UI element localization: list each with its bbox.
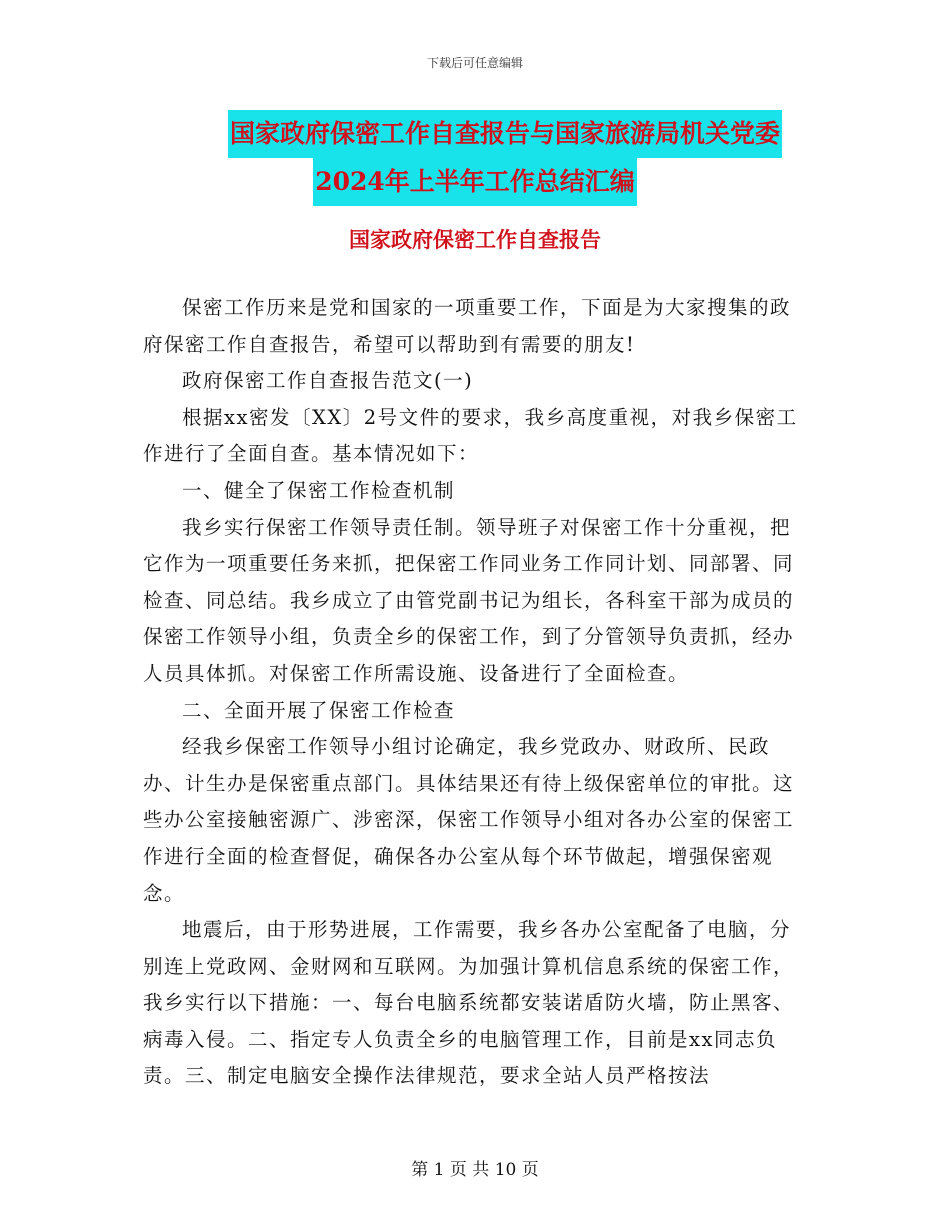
- paragraph: 二、全面开展了保密工作检查: [182, 698, 456, 722]
- paragraph: 经我乡保密工作领导小组讨论确定，我乡党政办、财政所、民政办、计生办是保密重点部门。具体结果还有待上级保密单位的审批。这些办公室接触密源广、涉密深，保密工作领导小组对各办公室的保密工作进行全面的检查督促，确保各办公室从每个环节做起，增强保密观念。: [143, 735, 795, 905]
- title-line-2: 2024年上半年工作总结汇编: [313, 158, 637, 206]
- paragraph: 地震后，由于形势进展，工作需要，我乡各办公室配备了电脑，分别连上党政网、金财网和互联网。为加强计算机信息系统的保密工作，我乡实行以下措施：一、每台电脑系统都安装诺盾防火墙，防止黑客、病毒入侵。二、指定专人负责全乡的电脑管理工作，目前是xx同志负责。三、制定电脑安全操作法律规范，要求全站人员严格按法: [143, 918, 795, 1088]
- header-note: 下载后可任意编辑: [426, 56, 523, 70]
- paragraph: 一、健全了保密工作检查机制: [182, 478, 456, 502]
- section-title: 国家政府保密工作自查报告: [349, 227, 601, 252]
- document-body: [143, 290, 799, 1095]
- page-number: 第 1 页 共 10 页: [411, 1160, 539, 1180]
- title-line-1: 国家政府保密工作自查报告与国家旅游局机关党委: [228, 110, 782, 158]
- paragraph: 根据xx密发〔XX〕2号文件的要求，我乡高度重视，对我乡保密工作进行了全面自查。基本情况如下：: [143, 405, 798, 466]
- document-title: [0, 110, 950, 206]
- paragraph: 政府保密工作自查报告范文(一): [182, 369, 474, 393]
- paragraph: 我乡实行保密工作领导责任制。领导班子对保密工作十分重视，把它作为一项重要任务来抓，把保密工作同业务工作同计划、同部署、同检查、同总结。我乡成立了由管党副书记为组长，各科室干部为成员的保密工作领导小组，负责全乡的保密工作，到了分管领导负责抓，经办人员具体抓。对保密工作所需设施、设备进行了全面检查。: [143, 515, 795, 685]
- paragraph: 保密工作历来是党和国家的一项重要工作，下面是为大家搜集的政府保密工作自查报告，希望可以帮助到有需要的朋友!: [143, 296, 792, 356]
